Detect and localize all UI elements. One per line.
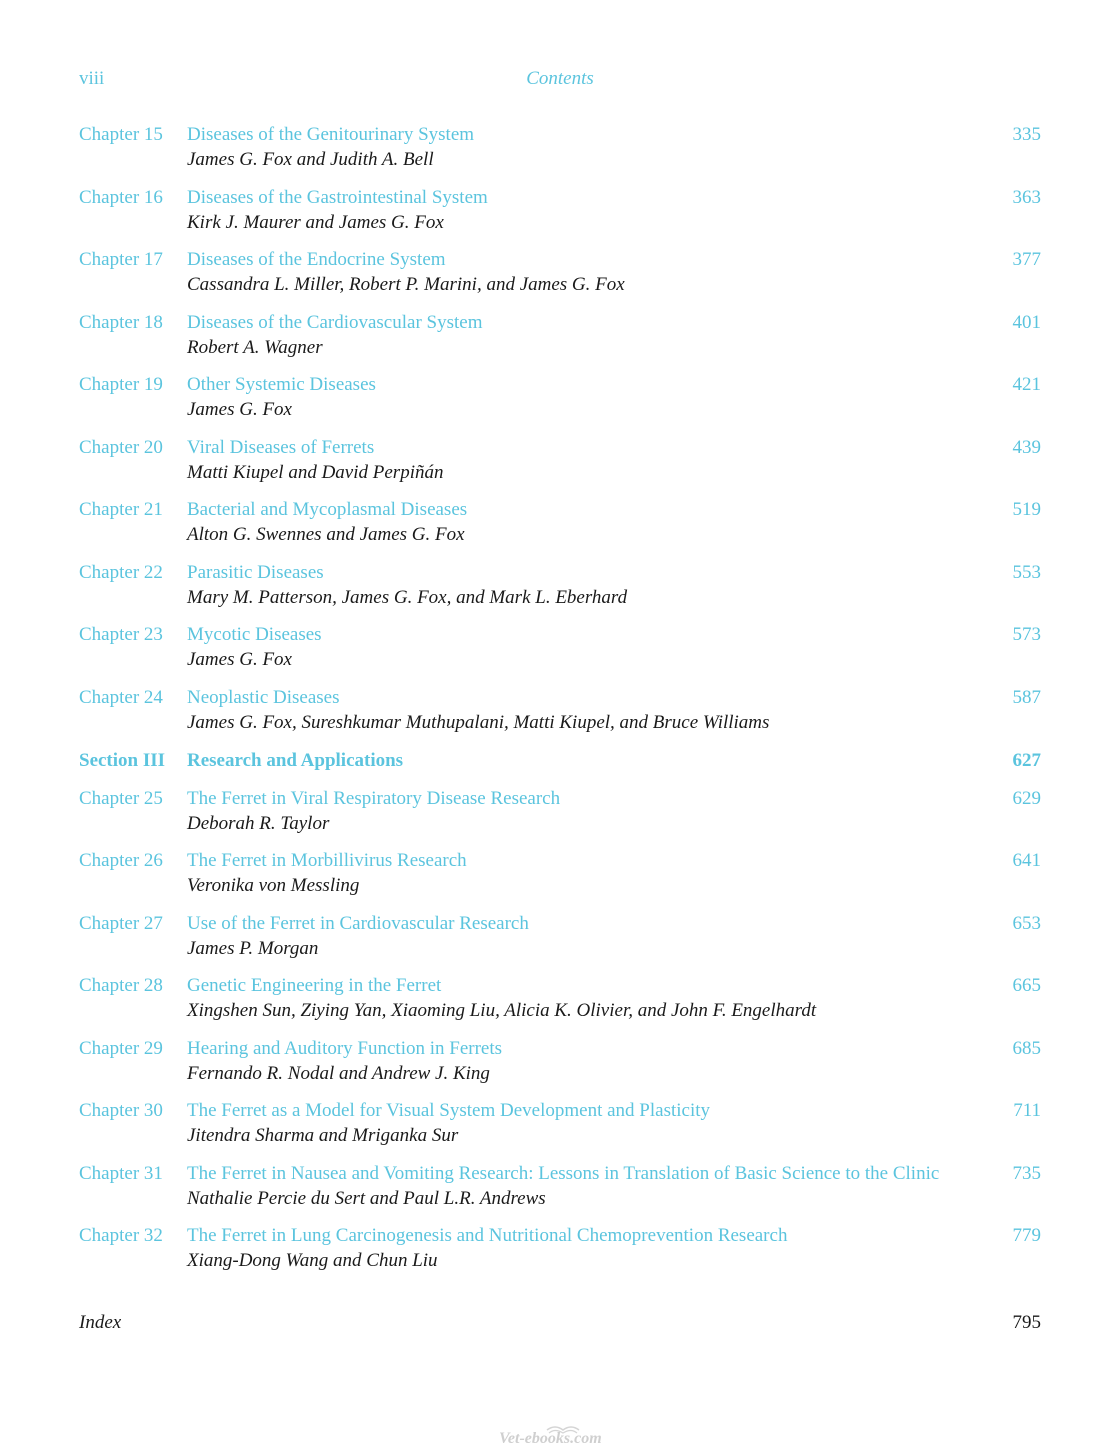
- toc-entry[interactable]: [79, 372, 1041, 422]
- chapter-label: Chapter 26: [79, 850, 163, 871]
- chapter-title-link[interactable]: Use of the Ferret in Cardiovascular Research: [187, 912, 529, 934]
- chapter-title-link[interactable]: Bacterial and Mycoplasmal Diseases: [187, 499, 468, 520]
- toc-entry[interactable]: [79, 122, 1041, 172]
- chapter-list-a: [79, 122, 1041, 735]
- chapter-authors: Nathalie Percie du Sert and Paul L.R. Andrews: [187, 1187, 546, 1209]
- chapter-page-number[interactable]: 519: [1012, 499, 1041, 520]
- chapter-page-number[interactable]: 685: [1012, 1037, 1041, 1059]
- page-folio: viii: [79, 68, 105, 89]
- toc-entry[interactable]: [79, 1036, 1041, 1086]
- chapter-authors: James G. Fox and Judith A. Bell: [187, 149, 434, 170]
- chapter-authors: Deborah R. Taylor: [187, 812, 330, 834]
- toc-entry[interactable]: [79, 973, 1041, 1023]
- chapter-authors: Kirk J. Maurer and James G. Fox: [187, 211, 444, 233]
- toc-entry[interactable]: [79, 1223, 1041, 1273]
- watermark-logo: [497, 1422, 621, 1446]
- chapter-page-number[interactable]: 363: [1012, 186, 1041, 208]
- chapter-page-number[interactable]: 439: [1012, 436, 1041, 458]
- chapter-title-link[interactable]: Neoplastic Diseases: [187, 686, 340, 708]
- chapter-title-link[interactable]: Hearing and Auditory Function in Ferrets: [187, 1037, 503, 1059]
- chapter-page-number[interactable]: 641: [1012, 850, 1041, 871]
- index-page-number: 795: [1012, 1312, 1041, 1333]
- section-page-number[interactable]: 627: [1012, 749, 1041, 771]
- toc-entry[interactable]: [79, 622, 1041, 672]
- watermark-text: Vet-ebooks.com: [499, 1430, 602, 1446]
- toc-entry[interactable]: [79, 848, 1041, 898]
- section-title[interactable]: Research and Applications: [187, 749, 404, 771]
- chapter-label: Chapter 22: [79, 561, 163, 583]
- chapter-page-number[interactable]: 587: [1012, 686, 1041, 708]
- chapter-title-link[interactable]: The Ferret in Lung Carcinogenesis and Nutritional Chemoprevention Research: [187, 1225, 788, 1246]
- chapter-page-number[interactable]: 779: [1012, 1225, 1041, 1246]
- chapter-authors: Cassandra L. Miller, Robert P. Marini, and James G. Fox: [187, 274, 625, 295]
- chapter-authors: Mary M. Patterson, James G. Fox, and Mark L. Eberhard: [187, 586, 628, 608]
- chapter-page-number[interactable]: 421: [1012, 374, 1041, 395]
- chapter-authors: James G. Fox: [187, 649, 292, 670]
- chapter-title-link[interactable]: Parasitic Diseases: [187, 561, 324, 583]
- chapter-label: Chapter 31: [79, 1162, 163, 1184]
- page-header: [79, 68, 1041, 94]
- index-label: Index: [79, 1312, 122, 1333]
- chapter-title-link[interactable]: Genetic Engineering in the Ferret: [187, 975, 442, 996]
- chapter-title-link[interactable]: The Ferret in Viral Respiratory Disease Research: [187, 787, 561, 809]
- chapter-authors: James G. Fox: [187, 399, 292, 420]
- chapter-title-link[interactable]: The Ferret in Morbillivirus Research: [187, 850, 467, 871]
- chapter-title-link[interactable]: Mycotic Diseases: [187, 624, 322, 645]
- chapter-label: Chapter 30: [79, 1100, 163, 1121]
- chapter-page-number[interactable]: 401: [1012, 311, 1041, 333]
- chapter-label: Chapter 27: [79, 912, 163, 934]
- toc-entry[interactable]: [79, 310, 1041, 360]
- chapter-page-number[interactable]: 553: [1012, 561, 1041, 583]
- chapter-authors: Jitendra Sharma and Mriganka Sur: [187, 1125, 459, 1146]
- chapter-label: Chapter 20: [79, 436, 163, 458]
- chapter-label: Chapter 24: [79, 686, 163, 708]
- chapter-title-link[interactable]: Diseases of the Genitourinary System: [187, 124, 475, 145]
- section-label: Section III: [79, 749, 166, 771]
- running-title: Contents: [526, 68, 594, 89]
- toc-entry[interactable]: [79, 497, 1041, 547]
- chapter-title-link[interactable]: Diseases of the Cardiovascular System: [187, 311, 483, 333]
- chapter-authors: Robert A. Wagner: [187, 336, 323, 358]
- chapter-label: Chapter 23: [79, 624, 163, 645]
- chapter-title-link[interactable]: Diseases of the Gastrointestinal System: [187, 186, 488, 208]
- chapter-authors: James P. Morgan: [187, 937, 319, 959]
- book-icon: [497, 1422, 621, 1446]
- chapter-page-number[interactable]: 335: [1012, 124, 1041, 145]
- index-entry[interactable]: [79, 1310, 1041, 1335]
- chapter-label: Chapter 25: [79, 787, 163, 809]
- toc-entry[interactable]: [79, 185, 1041, 235]
- chapter-authors: Matti Kiupel and David Perpiñán: [187, 461, 444, 483]
- toc-entry[interactable]: [79, 247, 1041, 297]
- chapter-page-number[interactable]: 711: [1013, 1100, 1041, 1121]
- chapter-label: Chapter 29: [79, 1037, 163, 1059]
- toc-entry[interactable]: [79, 685, 1041, 735]
- chapter-title-link[interactable]: Viral Diseases of Ferrets: [187, 436, 375, 458]
- toc-entry[interactable]: [79, 1098, 1041, 1148]
- chapter-title-link[interactable]: The Ferret in Nausea and Vomiting Research: Lessons in Translation of Basic Science to the Clinic: [187, 1162, 940, 1184]
- chapter-label: Chapter 16: [79, 186, 163, 208]
- chapter-page-number[interactable]: 377: [1012, 249, 1041, 270]
- chapter-label: Chapter 19: [79, 374, 163, 395]
- chapter-label: Chapter 28: [79, 975, 163, 996]
- chapter-page-number[interactable]: 573: [1012, 624, 1041, 645]
- chapter-page-number[interactable]: 665: [1012, 975, 1041, 996]
- chapter-title-link[interactable]: The Ferret as a Model for Visual System Development and Plasticity: [187, 1100, 711, 1121]
- chapter-authors: Alton G. Swennes and James G. Fox: [187, 524, 465, 545]
- chapter-title-link[interactable]: Diseases of the Endocrine System: [187, 249, 446, 270]
- toc-entry[interactable]: [79, 560, 1041, 610]
- chapter-authors: James G. Fox, Sureshkumar Muthupalani, Matti Kiupel, and Bruce Williams: [187, 711, 770, 733]
- chapter-authors: Xiang-Dong Wang and Chun Liu: [187, 1250, 438, 1271]
- chapter-authors: Veronika von Messling: [187, 875, 360, 896]
- chapter-page-number[interactable]: 735: [1012, 1162, 1041, 1184]
- table-of-contents: [79, 122, 1041, 1286]
- chapter-authors: Fernando R. Nodal and Andrew J. King: [187, 1062, 490, 1084]
- toc-entry[interactable]: [79, 435, 1041, 485]
- chapter-page-number[interactable]: 653: [1012, 912, 1041, 934]
- chapter-label: Chapter 18: [79, 311, 163, 333]
- chapter-label: Chapter 21: [79, 499, 163, 520]
- chapter-title-link[interactable]: Other Systemic Diseases: [187, 374, 376, 395]
- chapter-page-number[interactable]: 629: [1012, 787, 1041, 809]
- chapter-list-b: [79, 786, 1041, 1274]
- toc-entry[interactable]: [79, 911, 1041, 961]
- chapter-label: Chapter 32: [79, 1225, 163, 1246]
- chapter-label: Chapter 15: [79, 124, 163, 145]
- toc-entry[interactable]: [79, 786, 1041, 836]
- chapter-label: Chapter 17: [79, 249, 163, 270]
- toc-entry[interactable]: [79, 1161, 1041, 1211]
- section-heading[interactable]: [79, 748, 1041, 773]
- chapter-authors: Xingshen Sun, Ziying Yan, Xiaoming Liu, Alicia K. Olivier, and John F. Engelhardt: [187, 1000, 817, 1021]
